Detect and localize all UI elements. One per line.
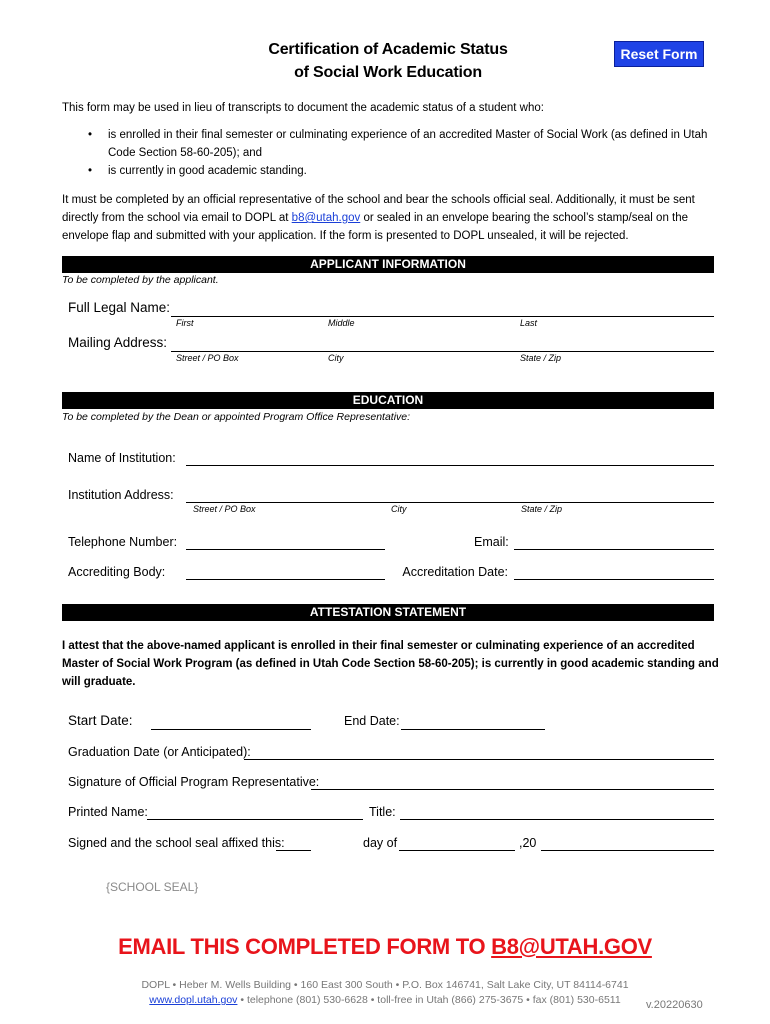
form-version: v.20220630 [646, 999, 703, 1011]
printed-name-label: Printed Name: [68, 805, 148, 819]
inst-street-caption: Street / PO Box [193, 504, 256, 514]
state-zip-caption: State / Zip [520, 353, 562, 363]
graduation-date-field[interactable] [244, 759, 714, 760]
printed-name-field[interactable] [147, 819, 363, 820]
dopl-contact-numbers: • telephone (801) 530-6628 • toll-free in Utah (866) 275-3675 • fax (801) 530-6511 [237, 994, 621, 1006]
applicant-note: To be completed by the applicant. [62, 274, 219, 286]
start-date-field[interactable] [151, 729, 311, 730]
dopl-website-link[interactable]: www.dopl.utah.gov [149, 994, 238, 1006]
year-prefix-label: ,20 [519, 836, 537, 850]
middle-name-caption: Middle [328, 318, 355, 328]
end-date-label: End Date: [344, 714, 400, 728]
accrediting-body-label: Accrediting Body: [68, 565, 166, 579]
full-name-label: Full Legal Name: [68, 300, 171, 315]
end-date-field[interactable] [401, 729, 545, 730]
full-name-field[interactable] [171, 316, 714, 317]
inst-city-caption: City [391, 504, 407, 514]
intro-instructions [62, 191, 714, 245]
email-instruction-address[interactable]: B8@UTAH.GOV [491, 934, 652, 959]
intro-lead: This form may be used in lieu of transcripts to document the academic status of a student who: [62, 102, 544, 114]
intro-bullet: • is enrolled in their final semester or culminating experience of an accredited Master of Social Work (as defined in Utah Code Section 58-60-205); and [62, 126, 714, 162]
institution-address-field[interactable] [186, 502, 714, 503]
institution-name-label: Name of Institution: [68, 451, 176, 465]
intro-bullet-list [62, 126, 714, 180]
signature-label: Signature of Official Program Representative: [68, 775, 320, 789]
institution-name-field[interactable] [186, 465, 714, 466]
day-of-label: day of [363, 836, 398, 850]
signed-month-field[interactable] [399, 850, 515, 851]
school-seal-placeholder: {SCHOOL SEAL} [106, 880, 199, 894]
graduation-date-label: Graduation Date (or Anticipated): [68, 745, 251, 759]
email-field[interactable] [514, 549, 714, 550]
instructions-text: It must be completed by an official representative of the school and bear the schools official seal. Additionally, it must be sent directly from the school via email to DOPL at [62, 194, 695, 224]
email-instruction-text: EMAIL THIS COMPLETED FORM TO [118, 934, 492, 959]
accreditation-date-label: Accreditation Date: [402, 565, 508, 579]
intro-bullet: • is currently in good academic standing. [62, 162, 714, 180]
telephone-label: Telephone Number: [68, 535, 178, 549]
instructions-text-cont: or sealed in an envelope bearing the school’s stamp/seal on the envelope flap and submitted with your application. If the form is presented to DOPL unsealed, it will be rejected. [62, 212, 689, 242]
education-section-header: EDUCATION [62, 392, 714, 409]
mailing-address-field[interactable] [171, 351, 714, 352]
signed-day-field[interactable] [276, 850, 311, 851]
start-date-label: Start Date: [68, 713, 133, 728]
email-label: Email: [474, 535, 509, 549]
form-title-line1: Certification of Academic Status [268, 41, 508, 58]
signed-year-field[interactable] [541, 850, 714, 851]
attestation-section-header: ATTESTATION STATEMENT [62, 604, 714, 621]
title-field[interactable] [400, 819, 714, 820]
telephone-field[interactable] [186, 549, 385, 550]
accreditation-date-field[interactable] [514, 579, 714, 580]
mailing-address-label: Mailing Address: [68, 335, 168, 350]
dopl-address: DOPL • Heber M. Wells Building • 160 East 300 South • P.O. Box 146741, Salt Lake City, UT 84114-6741 [141, 979, 629, 991]
first-name-caption: First [176, 318, 194, 328]
education-note: To be completed by the Dean or appointed Program Office Representative: [62, 411, 411, 423]
email-instruction [0, 934, 770, 960]
inst-state-zip-caption: State / Zip [521, 504, 563, 514]
dopl-email-link[interactable]: b8@utah.gov [291, 212, 361, 224]
last-name-caption: Last [520, 318, 538, 328]
institution-address-label: Institution Address: [68, 488, 174, 502]
title-label: Title: [369, 805, 396, 819]
signed-seal-label: Signed and the school seal affixed this: [68, 836, 285, 850]
applicant-section-header: APPLICANT INFORMATION [62, 256, 714, 273]
reset-form-button[interactable]: Reset Form [614, 41, 704, 67]
accrediting-body-field[interactable] [186, 579, 385, 580]
attestation-statement: I attest that the above-named applicant is enrolled in their final semester or culminating experience of an accredited Master of Social Work Program (as defined in Utah Code Section 58-60-205); is currently in good academic standing and will graduate. [62, 640, 719, 688]
form-title-line2: of Social Work Education [294, 64, 482, 81]
signature-field[interactable] [311, 789, 714, 790]
street-caption: Street / PO Box [176, 353, 239, 363]
city-caption: City [328, 353, 344, 363]
form-title [180, 38, 596, 84]
